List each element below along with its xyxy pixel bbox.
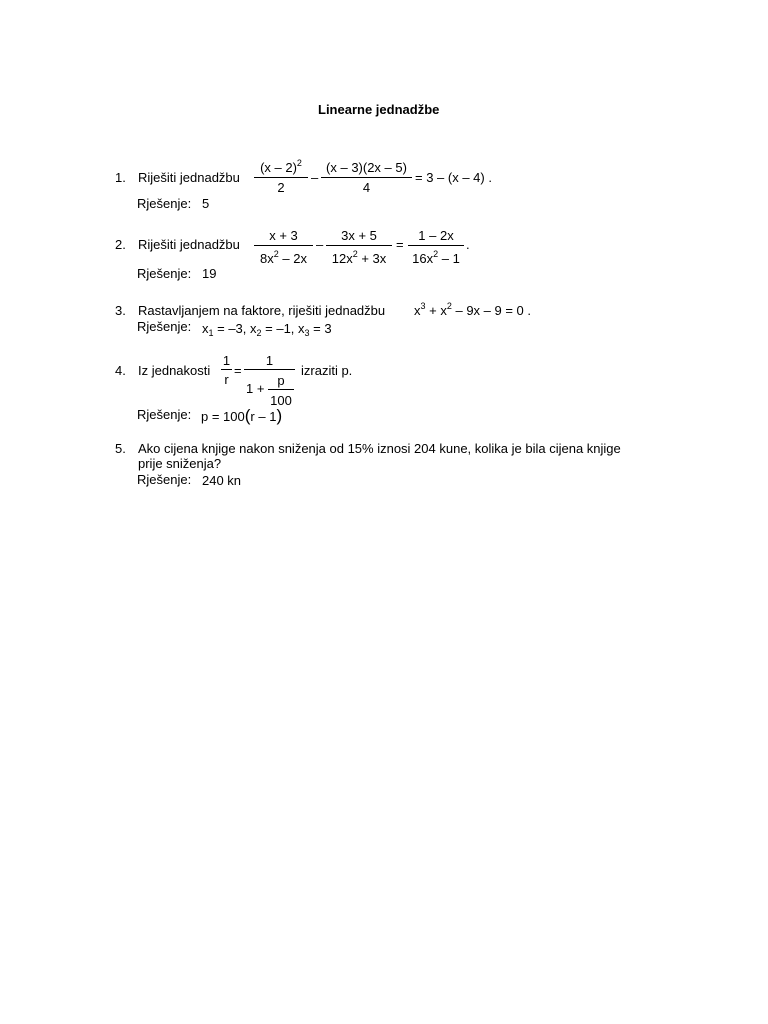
- equation: $x^3 + x^2 - 9x - 9 = 0$ .: [414, 301, 531, 318]
- fraction-denominator: 100: [270, 393, 292, 408]
- solution-value: 5: [202, 196, 210, 211]
- fraction-denominator: $12x^2 + 3x$: [331, 249, 387, 266]
- fraction-numerator: 3x + 5: [341, 228, 377, 243]
- fraction-denominator: $16x^2 - 1$: [412, 249, 460, 266]
- solution-label: Rješenje:: [137, 319, 192, 334]
- fraction-right: [244, 351, 295, 407]
- problem-tail: izraziti p.: [301, 363, 353, 378]
- fraction-denominator: $8x^2 - 2x$: [260, 249, 307, 266]
- solution-label: Rješenje:: [137, 266, 192, 281]
- problem-lead: Rastavljanjem na faktore, riješiti jednadžbu: [138, 303, 386, 318]
- fraction-1: [254, 156, 308, 196]
- operator-equals: =: [396, 237, 404, 252]
- fraction-numerator: (x – 2)$^2$: [260, 158, 302, 175]
- problem-number: 2.: [115, 237, 126, 252]
- inner-fraction: [268, 371, 294, 407]
- solution-label: Rješenje:: [137, 196, 192, 211]
- solution-value: 19: [202, 266, 217, 281]
- fraction-denominator: 2: [277, 180, 285, 195]
- page-title: Linearne jednadžbe: [318, 102, 440, 117]
- fraction-bar: [326, 245, 392, 246]
- problem-number: 5.: [115, 441, 126, 456]
- operator-equals: =: [234, 363, 242, 378]
- operator-minus: –: [311, 170, 319, 185]
- problem-text-line-1: Ako cijena knjige nakon sniženja od 15% iznosi 204 kune, kolika je bila cijena knjige: [138, 441, 621, 456]
- fraction-numerator: 1: [222, 353, 231, 368]
- fraction-numerator: x + 3: [269, 228, 298, 243]
- fraction-bar: [321, 177, 412, 178]
- fraction-numerator: (x – 3)(2x – 5): [326, 160, 407, 175]
- solution-value: $x_1 = -3$, $x_2 = -1$, $x_3 = 3$: [202, 321, 332, 338]
- fraction-2: [321, 156, 412, 196]
- fraction-2: [326, 224, 392, 266]
- solution-label: Rješenje:: [137, 472, 192, 487]
- fraction-denominator: r: [224, 372, 229, 387]
- equation-rhs: = 3 – (x – 4) .: [415, 170, 492, 185]
- fraction-3: [408, 224, 464, 266]
- fraction-numerator: p: [277, 373, 285, 388]
- problem-lead: Iz jednakosti: [138, 363, 211, 378]
- fraction-1: [254, 224, 313, 266]
- fraction-bar: [408, 245, 464, 246]
- problem-number: 3.: [115, 303, 126, 318]
- fraction-left: [221, 351, 232, 387]
- fraction-bar: [244, 369, 295, 370]
- problem-number: 1.: [115, 170, 126, 185]
- problem-number: 4.: [115, 363, 126, 378]
- solution-label: Rješenje:: [137, 407, 192, 422]
- equation-end: .: [466, 237, 470, 252]
- problem-lead: Riješiti jednadžbu: [138, 170, 240, 185]
- fraction-denominator: 1 +: [246, 381, 265, 396]
- operator-minus: –: [316, 237, 324, 252]
- problem-lead: Riješiti jednadžbu: [138, 237, 240, 252]
- solution-value: p = 100(r – 1): [201, 406, 283, 425]
- fraction-denominator: 4: [362, 180, 371, 195]
- fraction-bar: [221, 369, 232, 370]
- fraction-bar: [268, 389, 294, 390]
- problem-text-line-2: prije sniženja?: [138, 456, 222, 471]
- fraction-bar: [254, 177, 308, 178]
- fraction-numerator: 1 – 2x: [418, 228, 454, 243]
- fraction-bar: [254, 245, 313, 246]
- fraction-numerator: 1: [265, 353, 274, 368]
- solution-value: 240 kn: [202, 473, 242, 488]
